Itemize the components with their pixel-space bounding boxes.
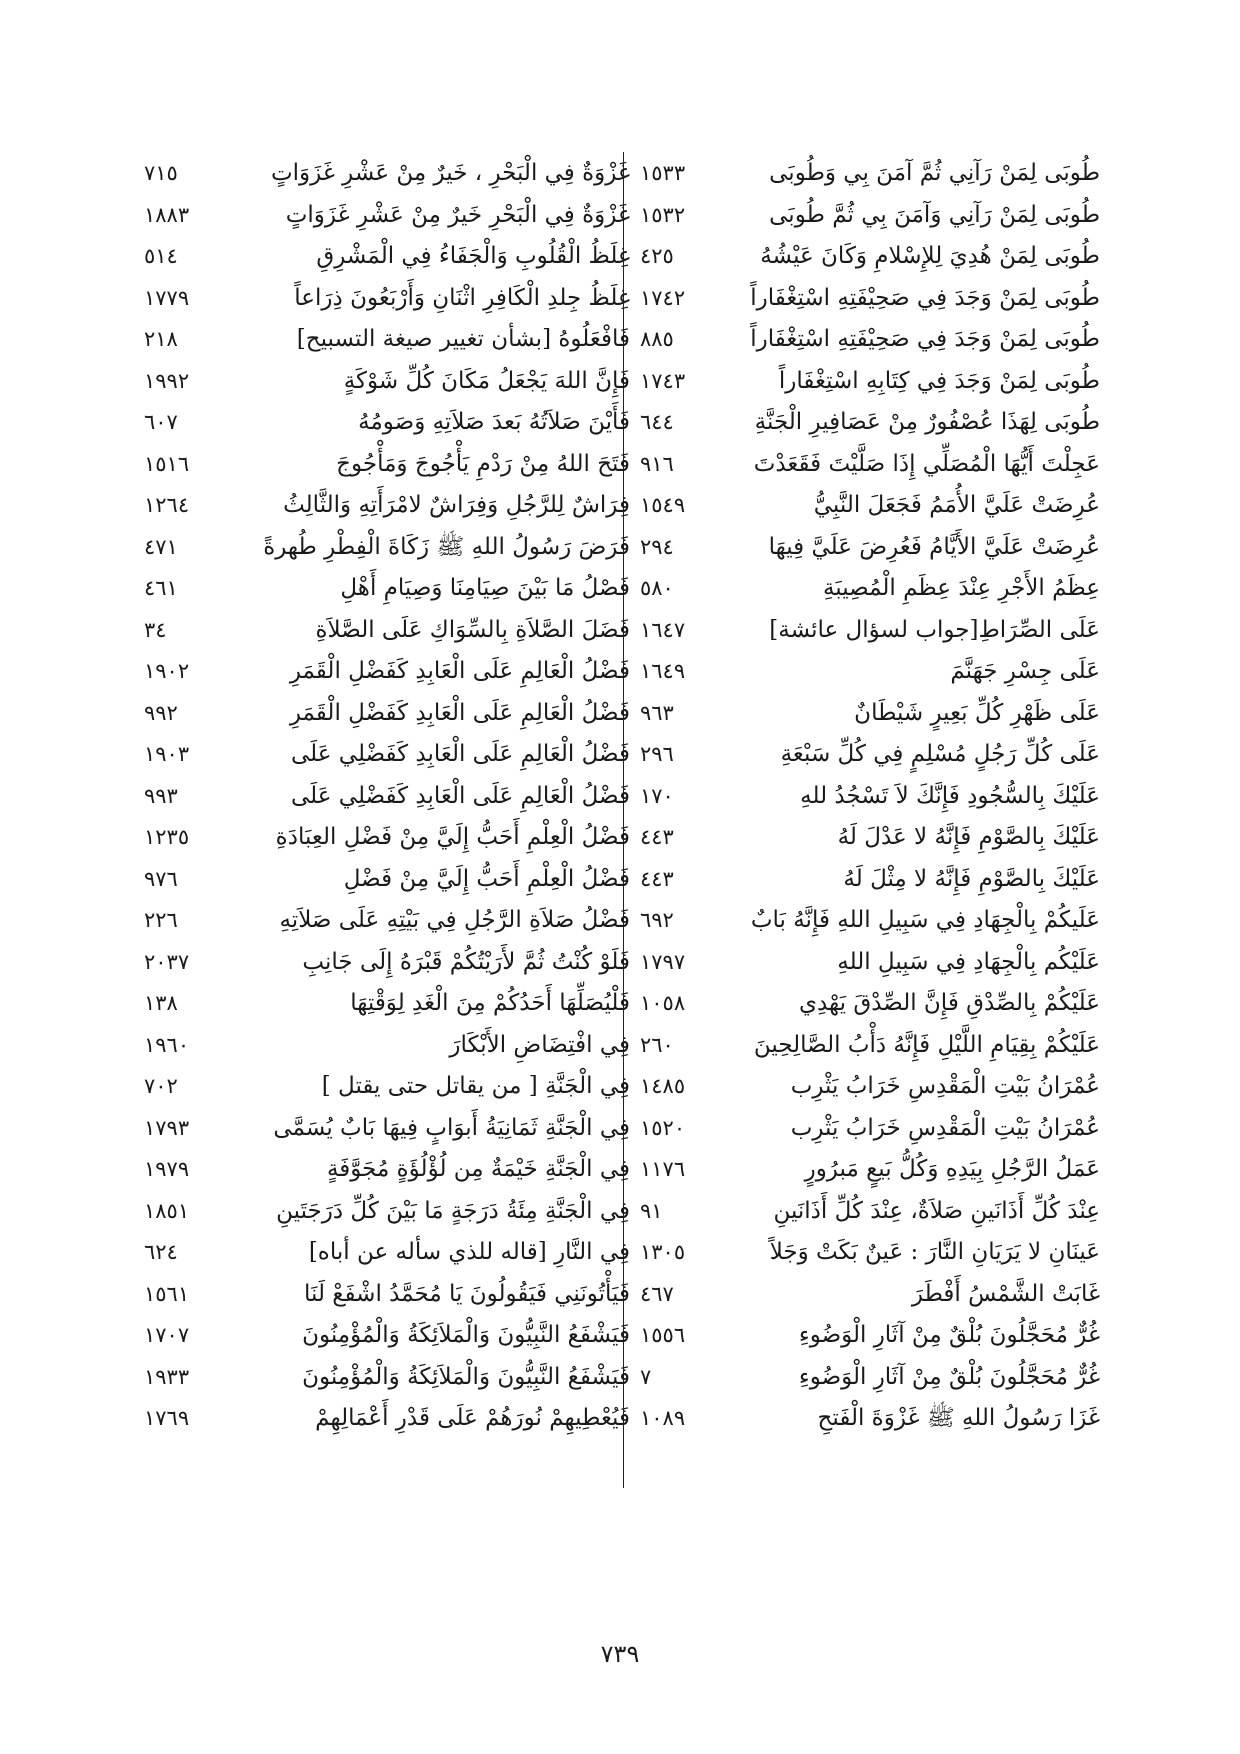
index-row: [140, 899, 630, 941]
index-row: [140, 401, 630, 443]
hadith-number: ٦٩٢: [640, 908, 674, 932]
hadith-text: فِي الْجَنَّةِ [ من يقاتل حتى يقتل ]: [321, 1073, 630, 1099]
hadith-text: غَزْوَةٌ فِي الْبَحْرِ ، خَيرٌ مِنْ عَشْرِ غَزَوَاتٍ: [271, 160, 630, 186]
hadith-number: ١٣٠٥: [640, 1240, 686, 1264]
hadith-number: ٦٤٤: [640, 410, 674, 434]
hadith-number: ٤٤٣: [640, 825, 674, 849]
hadith-text: عِظَمُ الأَجْرِ عِنْدَ عِظَمِ الْمُصِيبَةِ: [822, 575, 1100, 601]
hadith-text: طُوبَى لِمَنْ رَآنِي وَآمَنَ بِي ثُمَّ طُوبَى: [769, 201, 1100, 228]
hadith-text: عَلَى جِسْرِ جَهَنَّمَ: [950, 658, 1100, 684]
hadith-number: ١٨٥١: [144, 1198, 190, 1223]
hadith-number: ١٨٨٣: [144, 202, 190, 227]
hadith-number: ٤٤٣: [640, 866, 674, 891]
index-row: [140, 152, 630, 194]
hadith-number: ٩١٦: [640, 451, 674, 476]
hadith-number: ٢٩٤: [640, 534, 674, 559]
index-row: [630, 194, 1100, 236]
hadith-number: ٩٩٢: [144, 700, 178, 725]
index-row: [140, 318, 630, 360]
index-row: [630, 401, 1100, 443]
hadith-number: ١٧٠٧: [144, 1323, 190, 1347]
hadith-number: ١٧٤٢: [640, 285, 686, 310]
hadith-text: غَزَا رَسُولُ اللهِ ﷺ غَزْوَةَ الْفَتحِ: [817, 1405, 1100, 1431]
index-row: [630, 360, 1100, 402]
index-row: [140, 941, 630, 983]
hadith-number: ١٩٠٣: [144, 742, 190, 766]
hadith-number: ٢١٨: [144, 327, 178, 351]
hadith-number: ١٧٦٩: [144, 1406, 190, 1430]
hadith-number: ٢٩٦: [640, 742, 674, 766]
hadith-number: ٧١٥: [144, 161, 178, 185]
hadith-number: ١٧٠: [640, 783, 674, 808]
hadith-text: فَافْعَلُوهُ [بشأن تغيير صيغة التسبيح]: [296, 326, 630, 352]
index-row: [140, 360, 630, 402]
hadith-number: ١٣٨: [144, 991, 178, 1015]
index-row: [140, 1190, 630, 1232]
index-row: [140, 1065, 630, 1107]
hadith-number: ١٥٥٦: [640, 1323, 686, 1347]
hadith-text: عَينَانِ لا يَرَيَانِ النَّارَ : عَينٌ بَكَتْ وَجَلاً: [769, 1239, 1100, 1265]
hadith-number: ٢٦٠: [640, 1032, 674, 1057]
index-row: [140, 982, 630, 1024]
index-row: [630, 1314, 1100, 1356]
hadith-number: ١٤٨٥: [640, 1074, 686, 1098]
hadith-number: ٧٠٢: [144, 1074, 178, 1098]
hadith-text: عَلَى كُلِّ رَجُلٍ مُسْلِمٍ فِي كُلِّ سَبْعَةِ: [780, 741, 1100, 767]
hadith-text: عَلَيْكَ بِالصَّوْمِ فَإِنَّهُ لا عَدْلَ لَهُ: [837, 824, 1100, 850]
index-row: [140, 1107, 630, 1149]
hadith-text: طُوبَى لِمَنْ هُدِيَ لِلإِسْلامِ وَكَانَ عَيْشُهُ: [760, 243, 1100, 269]
index-row: [140, 194, 630, 236]
index-row: [630, 484, 1100, 526]
hadith-text: عَلَى ظَهْرِ كُلِّ بَعِيرٍ شَيْطَانٌ: [854, 699, 1100, 726]
hadith-number: ٧: [640, 1364, 652, 1389]
index-row: [140, 1314, 630, 1356]
hadith-number: ١٥١٦: [144, 451, 190, 476]
hadith-number: ٨٨٥: [640, 327, 674, 351]
hadith-text: فَضْلُ الْعَالِمِ عَلَى الْعَابِدِ كَفَضْلِي عَلَى: [290, 782, 630, 809]
index-row: [630, 1231, 1100, 1273]
hadith-text: فِي افْتِضَاضِ الأَبْكَارَ: [449, 1031, 630, 1058]
index-row: [140, 235, 630, 277]
hadith-text: فِي الْجَنَّةِ ثَمَانِيَةُ أَبوَابٍ فِيهَا بَابٌ يُسَمَّى: [273, 1114, 630, 1141]
hadith-number: ٩٩٣: [144, 783, 178, 808]
hadith-text: طُوبَى لِمَنْ وَجَدَ فِي كِتَابِهِ اسْتِغْفَاراً: [778, 367, 1100, 394]
hadith-text: عُرِضَتْ عَلَيَّ الأُمَمُ فَجَعَلَ النَّبِيُّ: [813, 492, 1100, 518]
hadith-number: ١٥٢٠: [640, 1115, 686, 1140]
index-row: [140, 609, 630, 651]
index-row: [630, 567, 1100, 609]
hadith-number: ١٥٣٣: [640, 161, 686, 185]
index-row: [140, 567, 630, 609]
index-row: [630, 650, 1100, 692]
index-row: [140, 484, 630, 526]
hadith-text: فَضْلُ الْعَالِمِ عَلَى الْعَابِدِ كَفَضْلِي عَلَى: [290, 741, 630, 767]
hadith-text: فَضْلُ الْعَالِمِ عَلَى الْعَابِدِ كَفَضْلِ الْقَمَرِ: [289, 699, 630, 726]
hadith-number: ٦٠٧: [144, 410, 178, 434]
index-row: [140, 1231, 630, 1273]
hadith-number: ٤٢٥: [640, 244, 674, 268]
hadith-number: ١٩٩٢: [144, 368, 190, 393]
index-row: [630, 443, 1100, 485]
hadith-text: فَضْلُ الْعِلْمِ أَحَبُّ إِلَيَّ مِنْ فَضْلِ العِبَادَةِ: [275, 824, 630, 850]
hadith-text: غِلَظُ الْقُلُوبِ وَالْجَفَاءُ فِي الْمَشْرِقِ: [316, 243, 630, 269]
hadith-text: عُمْرَانُ بَيْتِ الْمَقْدِسِ خَرَابُ يَثْرِب: [790, 1073, 1100, 1099]
hadith-number: ٤٧١: [144, 534, 178, 559]
index-row: [630, 1273, 1100, 1315]
page-number: ٧٣٩: [600, 1640, 640, 1668]
hadith-number: ١٩٠٢: [144, 659, 190, 683]
index-row: [630, 1065, 1100, 1107]
hadith-text: عَلَيكُمْ بِالْجِهَادِ فِي سَبِيلِ اللهِ فَإِنَّهُ بَابٌ: [750, 907, 1100, 933]
hadith-text: عَجِلْتَ أَيُّهَا الْمُصَلِّي إِذَا صَلَّيْتَ فَقَعَدْتَ: [753, 450, 1100, 477]
index-row: [630, 318, 1100, 360]
hadith-number: ١٧٩٧: [640, 949, 686, 974]
index-row: [630, 609, 1100, 651]
hadith-text: عَلَيْكُمْ بِالصِّدْقِ فَإِنَّ الصِّدْقَ يَهْدِي: [798, 990, 1100, 1016]
hadith-text: فَأَيْنَ صَلاَتُهُ بَعدَ صَلاَتِهِ وَصَومُهُ: [358, 409, 630, 435]
index-row: [630, 733, 1100, 775]
hadith-text: فَتَحَ اللهُ مِنْ رَدْمِ يَأْجُوجَ وَمَأْجُوجَ: [336, 450, 630, 477]
hadith-number: ٥١٤: [144, 244, 178, 268]
hadith-text: غُرٌّ مُحَجَّلُونَ بُلْقٌ مِنْ آثَارِ الْوَضُوءِ: [798, 1363, 1100, 1390]
hadith-text: فَرَضَ رَسُولُ اللهِ ﷺ زَكَاةَ الْفِطْرِ طُهرةً: [263, 533, 630, 560]
index-row: [630, 1148, 1100, 1190]
hadith-text: عَلَيْكُم بِالْجِهَادِ فِي سَبِيلِ اللهِ: [837, 948, 1100, 975]
hadith-number: ١٦٤٧: [640, 617, 686, 642]
index-row: [140, 1397, 630, 1439]
hadith-text: طُوبَى لِمَنْ رَآنِي ثُمَّ آمَنَ بِي وَطُوبَى: [769, 160, 1100, 186]
hadith-number: ١٩٣٣: [144, 1364, 190, 1389]
hadith-text: طُوبَى لِهَذَا عُصْفُورٌ مِنْ عَصَافِيرِ الْجَنَّةِ: [754, 409, 1100, 435]
hadith-text: فَصْلُ مَا بَيْنَ صِيَامِنَا وَصِيَامِ أَهْلِ: [340, 575, 630, 601]
hadith-text: غَزْوَةٌ فِي الْبَحْرِ خَيرٌ مِنْ عَشْرِ غَزَوَاتٍ: [285, 201, 630, 228]
index-row: [630, 1356, 1100, 1398]
hadith-number: ١٧٤٣: [640, 368, 686, 393]
index-row: [630, 235, 1100, 277]
hadith-text: فَيُعْطِيهِمْ نُورَهُمْ عَلَى قَدْرِ أَعْمَالِهِمْ: [315, 1405, 630, 1431]
hadith-number: ٢٢٦: [144, 908, 178, 932]
hadith-number: ٣٤: [144, 617, 167, 642]
hadith-number: ١١٧٦: [640, 1157, 686, 1181]
hadith-text: فِي الْجَنَّةِ خَيْمَةٌ مِن لُؤْلُؤَةٍ مُجَوَّفَةٍ: [326, 1156, 630, 1182]
index-row: [630, 152, 1100, 194]
index-row: [140, 1273, 630, 1315]
index-row: [140, 775, 630, 817]
index-row: [630, 816, 1100, 858]
hadith-number: ١٩٧٩: [144, 1157, 190, 1181]
index-row: [630, 1190, 1100, 1232]
index-row: [140, 443, 630, 485]
hadith-text: فَيَأْتُونَنِي فَيَقُولُونَ يَا مُحَمَّدُ اشْفَعْ لَنَا: [304, 1280, 630, 1307]
hadith-number: ١٠٥٨: [640, 991, 686, 1015]
hadith-number: ٤٦٧: [640, 1281, 674, 1306]
hadith-text: فِي الْجَنَّةِ مِئَةُ دَرَجَةٍ مَا بَيْنَ كُلِّ دَرَجَتَينِ: [276, 1197, 630, 1224]
index-row: [630, 1024, 1100, 1066]
hadith-number: ١٧٧٩: [144, 285, 190, 310]
hadith-text: فَضَلَ الصَّلاَةِ بِالسِّوَاكِ عَلَى الصَّلاَةِ: [315, 616, 630, 643]
hadith-text: فَلَوْ كُنْتُ ثُمَّ لأَرَيْتُكُمْ قَبْرَهُ إِلَى جَانِبِ: [302, 948, 630, 975]
index-row: [630, 858, 1100, 900]
hadith-text: عُمْرَانُ بَيْتِ الْمَقْدِسِ خَرَابُ يَثْرِب: [790, 1114, 1100, 1141]
index-row: [140, 692, 630, 734]
hadith-number: ١٧٩٣: [144, 1115, 190, 1140]
index-row: [140, 650, 630, 692]
hadith-text: غُرٌّ مُحَجَّلُونَ بُلْقٌ مِنْ آثَارِ الْوَضُوءِ: [798, 1322, 1100, 1348]
index-row: [630, 982, 1100, 1024]
hadith-text: فَيَشْفَعُ النَّبِيُّونَ وَالْمَلاَئِكَةُ وَالْمُؤْمِنُونَ: [302, 1363, 630, 1390]
left-column: [140, 152, 630, 1439]
hadith-number: ١٢٣٥: [144, 825, 190, 849]
hadith-text: فَضْلُ الْعَالِمِ عَلَى الْعَابِدِ كَفَضْلِ الْقَمَرِ: [289, 658, 630, 684]
index-row: [630, 1397, 1100, 1439]
index-row: [140, 733, 630, 775]
index-row: [140, 858, 630, 900]
index-row: [630, 941, 1100, 983]
hadith-text: طُوبَى لِمَنْ وَجَدَ فِي صَحِيْفَتِهِ اسْتِغْفَاراً: [750, 326, 1100, 352]
index-row: [630, 692, 1100, 734]
index-row: [140, 816, 630, 858]
index-row: [630, 899, 1100, 941]
index-row: [140, 1148, 630, 1190]
hadith-number: ٢٠٣٧: [144, 949, 190, 974]
hadith-text: عَلَيْكُمْ بِقِيَامِ اللَّيْلِ فَإِنَّهُ دَأْبُ الصَّالِحِينَ: [753, 1031, 1100, 1058]
hadith-text: فِرَاشٌ لِلرَّجُلِ وَفِرَاشٌ لامْرَأَتِهِ وَالثَّالِثُ: [283, 492, 630, 518]
hadith-text: فِي النَّارِ [قاله للذي سأله عن أباه]: [308, 1239, 630, 1265]
index-row: [630, 277, 1100, 319]
hadith-text: فَضْلُ الْعِلْمِ أَحَبُّ إِلَيَّ مِنْ فَضْلِ: [343, 865, 630, 892]
index-row: [630, 526, 1100, 568]
hadith-text: غَابَتْ الشَّمْسُ أَفْطَرَ: [911, 1280, 1100, 1307]
hadith-number: ٩٧٦: [144, 866, 178, 891]
hadith-text: عَمَلُ الرَّجُلِ بِيَدِهِ وَكُلُّ بَيعٍ مَبرُورٍ: [804, 1156, 1100, 1182]
index-row: [140, 1024, 630, 1066]
hadith-number: ١٢٦٤: [144, 493, 190, 517]
hadith-number: ١٦٤٩: [640, 659, 686, 683]
index-row: [140, 277, 630, 319]
right-column: [630, 152, 1100, 1439]
hadith-text: عَلَيْكَ بِالسُّجُودِ فَإِنَّكَ لاَ تَسْجُدُ للهِ: [800, 782, 1100, 809]
hadith-number: ٩١: [640, 1198, 663, 1223]
hadith-text: فَضْلُ صَلاَةِ الرَّجُلِ فِي بَيْتِهِ عَلَى صَلاَتِهِ: [279, 907, 630, 933]
index-row: [630, 1107, 1100, 1149]
hadith-text: غِلَظُ جِلدِ الْكَافِرِ اثْنَانِ وَأَرْبَعُونَ ذِرَاعاً: [294, 284, 630, 311]
hadith-text: عَلَيْكَ بِالصَّوْمِ فَإِنَّهُ لا مِثْلَ لَهُ: [843, 865, 1100, 892]
hadith-text: عِنْدَ كُلِّ أَذَانَينِ صَلاَةٌ، عِنْدَ كُلِّ أَذَانَينِ: [773, 1197, 1100, 1224]
index-row: [140, 526, 630, 568]
hadith-text: طُوبَى لِمَنْ وَجَدَ فِي صَحِيْفَتِهِ اسْتِغْفَاراً: [750, 284, 1100, 311]
hadith-number: ١٩٦٠: [144, 1032, 190, 1057]
hadith-number: ١٥٦١: [144, 1281, 190, 1306]
hadith-text: فَإِنَّ اللهَ يَجْعَلُ مَكَانَ كُلِّ شَوْكَةٍ: [343, 367, 630, 394]
hadith-text: فَلْيُصَلِّهَا أَحَدُكُمْ مِنَ الْغَدِ لِوَقْتِهَا: [350, 990, 630, 1016]
hadith-text: عَلَى الصِّرَاطِ[جواب لسؤال عائشة]: [769, 616, 1100, 643]
hadith-text: عُرِضَتْ عَلَيَّ الأَيَّامُ فَعُرِضَ عَلَيَّ فِيهَا: [768, 533, 1100, 560]
index-row: [630, 775, 1100, 817]
index-row: [140, 1356, 630, 1398]
hadith-number: ٥٨٠: [640, 576, 674, 600]
hadith-number: ٩٦٣: [640, 700, 674, 725]
hadith-number: ٦٢٤: [144, 1240, 178, 1264]
hadith-number: ١٥٤٩: [640, 493, 686, 517]
hadith-text: فَيَشْفَعُ النَّبِيُّونَ وَالْمَلاَئِكَةُ وَالْمُؤْمِنُونَ: [302, 1322, 630, 1348]
hadith-number: ١٠٨٩: [640, 1406, 686, 1430]
hadith-number: ١٥٣٢: [640, 202, 686, 227]
hadith-number: ٤٦١: [144, 576, 178, 600]
